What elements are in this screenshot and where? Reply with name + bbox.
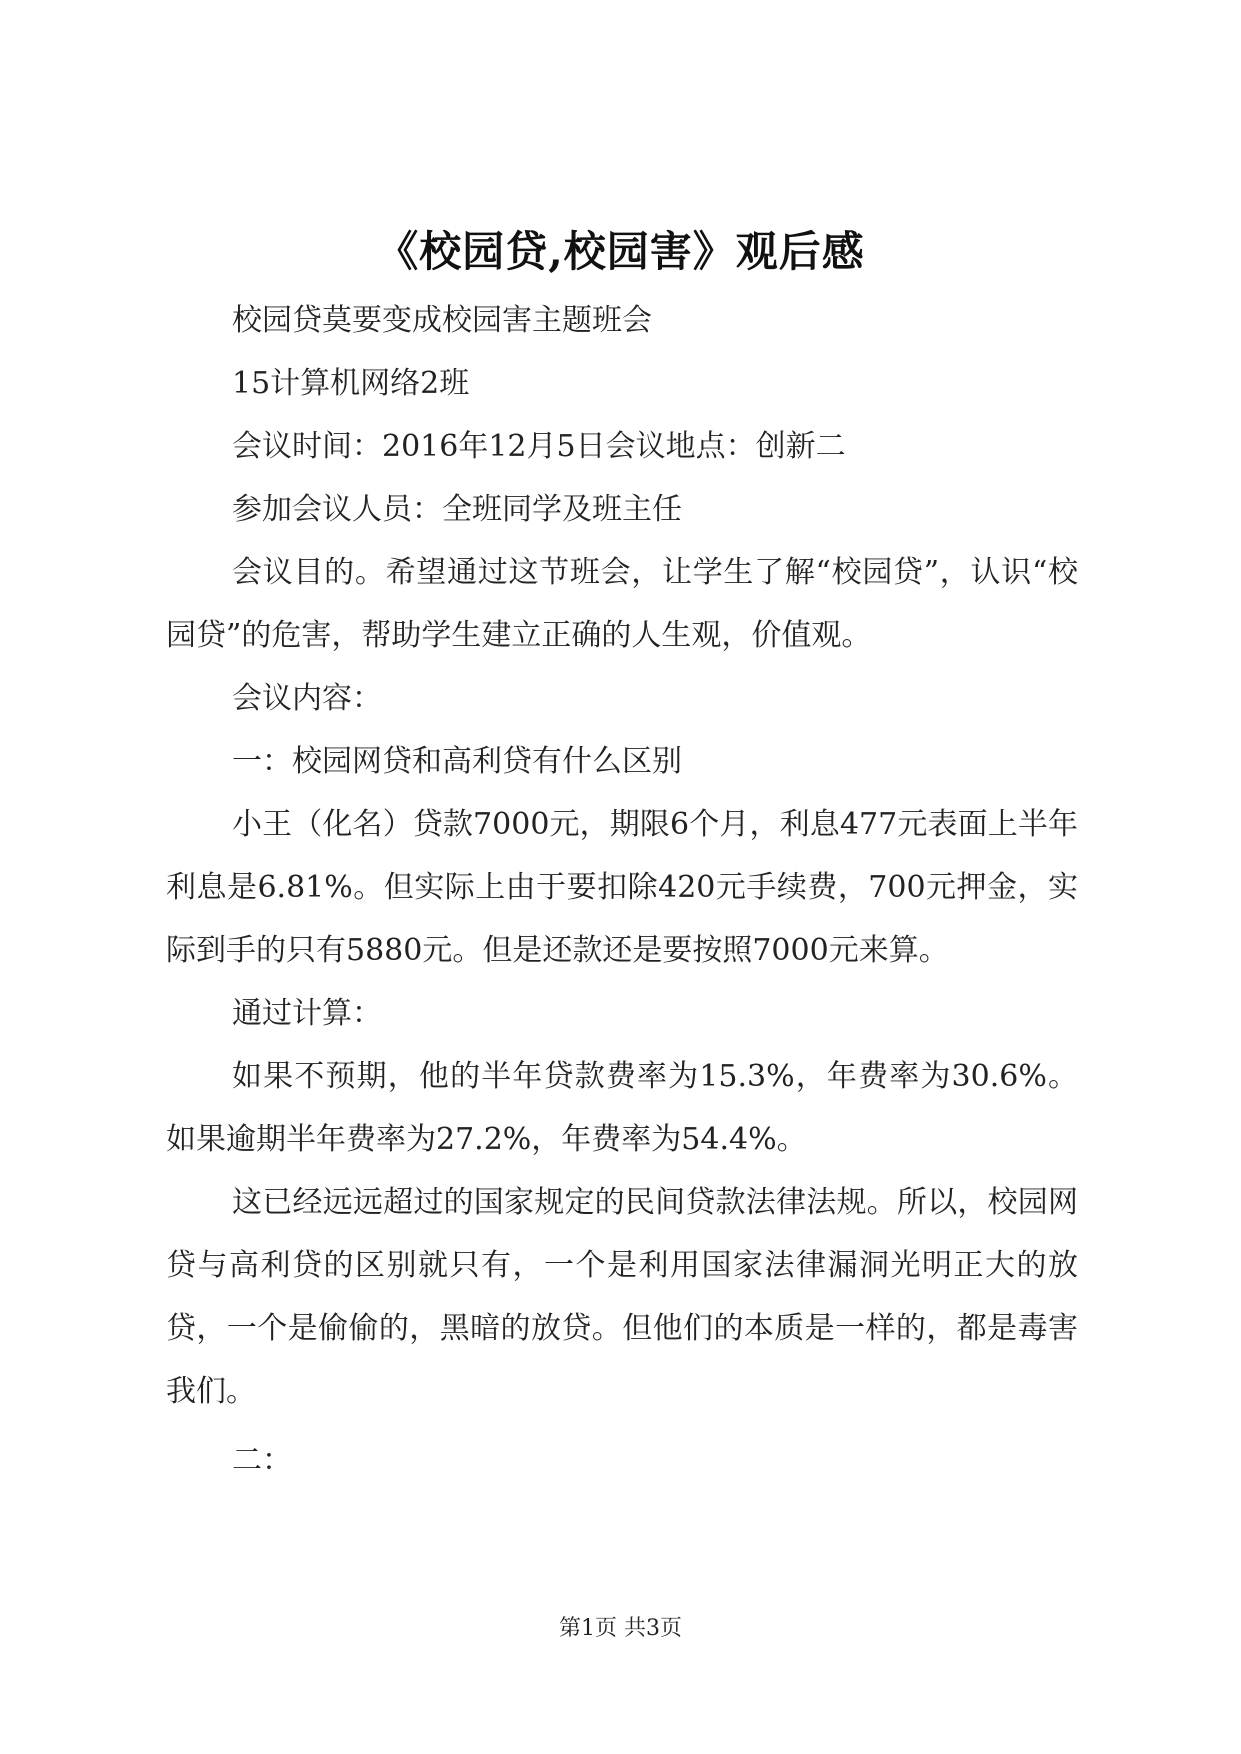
paragraph-case-example: 小王（化名）贷款7000元，期限6个月，利息477元表面上半年利息是6.81%。但实际上由于要扣除420元手续费，700元押金，实际到手的只有5880元。但是还款还是要按照7000元来算。 (166, 807, 1078, 968)
paragraph-rates: 如果不预期，他的半年贷款费率为15.3%，年费率为30.6%。如果逾期半年费率为27.2%，年费率为54.4%。 (166, 1059, 1078, 1157)
paragraph-meeting-time: 会议时间：2016年12月5日会议地点：创新二 (232, 429, 846, 464)
paragraph-section-two-heading: 二： (232, 1443, 292, 1478)
paragraph-purpose: 会议目的。希望通过这节班会，让学生了解“校园贷”，认识“校园贷”的危害，帮助学生建立正确的人生观，价值观。 (166, 555, 1078, 653)
document-body (166, 289, 1078, 1492)
page-number-footer: 第1页 共3页 (559, 1616, 682, 1641)
paragraph-attendees: 参加会议人员：全班同学及班主任 (232, 492, 682, 527)
paragraph-class-name: 15计算机网络2班 (232, 366, 470, 401)
paragraph-calculation-heading: 通过计算： (232, 996, 382, 1031)
paragraph-section-one-heading: 一：校园网贷和高利贷有什么区别 (232, 744, 682, 779)
paragraph-meeting-topic: 校园贷莫要变成校园害主题班会 (232, 303, 652, 338)
paragraph-content-heading: 会议内容： (232, 681, 382, 716)
document-title: 《校园贷,校园害》观后感 (376, 227, 865, 276)
paragraph-conclusion: 这已经远远超过的国家规定的民间贷款法律法规。所以，校园网贷与高利贷的区别就只有，一个是利用国家法律漏洞光明正大的放贷，一个是偷偷的，黑暗的放贷。但他们的本质是一样的，都是毒害我们。 (166, 1185, 1078, 1409)
